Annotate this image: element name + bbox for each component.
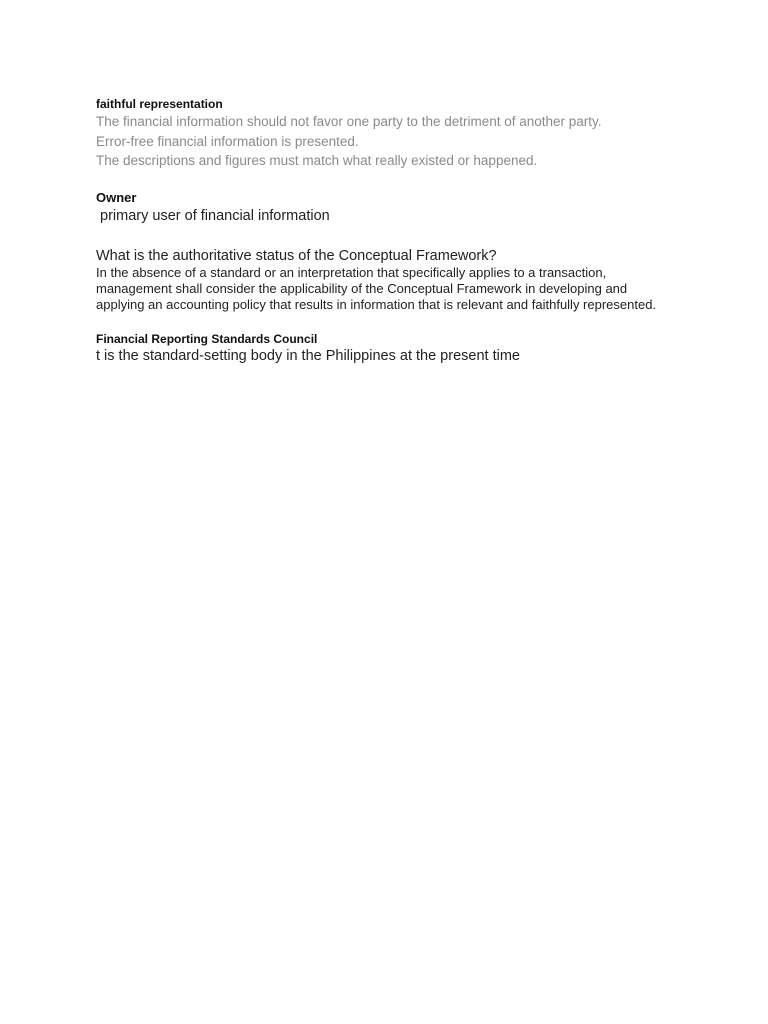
section-heading: Owner <box>96 189 137 205</box>
answer-text: primary user of financial information <box>96 207 330 224</box>
definition-line: The financial information should not favor one party to the detriment of another party. <box>96 114 602 129</box>
question-text: What is the authoritative status of the Conceptual Framework? <box>96 247 497 264</box>
document-page <box>96 96 676 366</box>
answer-paragraph: In the absence of a standard or an interpretation that specifically applies to a transaction, management shall consider the applicability of the Conceptual Framework in developing and applying an accounting policy that results in information that is relevant and faithfully represented. <box>96 264 657 312</box>
section-faithful-representation <box>96 96 676 171</box>
answer-text: t is the standard-setting body in the Philippines at the present time <box>96 347 520 364</box>
section-owner <box>96 189 676 226</box>
section-conceptual-framework <box>96 248 676 313</box>
section-heading: faithful representation <box>96 97 223 111</box>
section-heading: Financial Reporting Standards Council <box>96 331 318 346</box>
section-frsc <box>96 331 676 366</box>
definition-line: The descriptions and figures must match what really existed or happened. <box>96 153 538 168</box>
definition-line: Error-free financial information is presented. <box>96 133 359 149</box>
